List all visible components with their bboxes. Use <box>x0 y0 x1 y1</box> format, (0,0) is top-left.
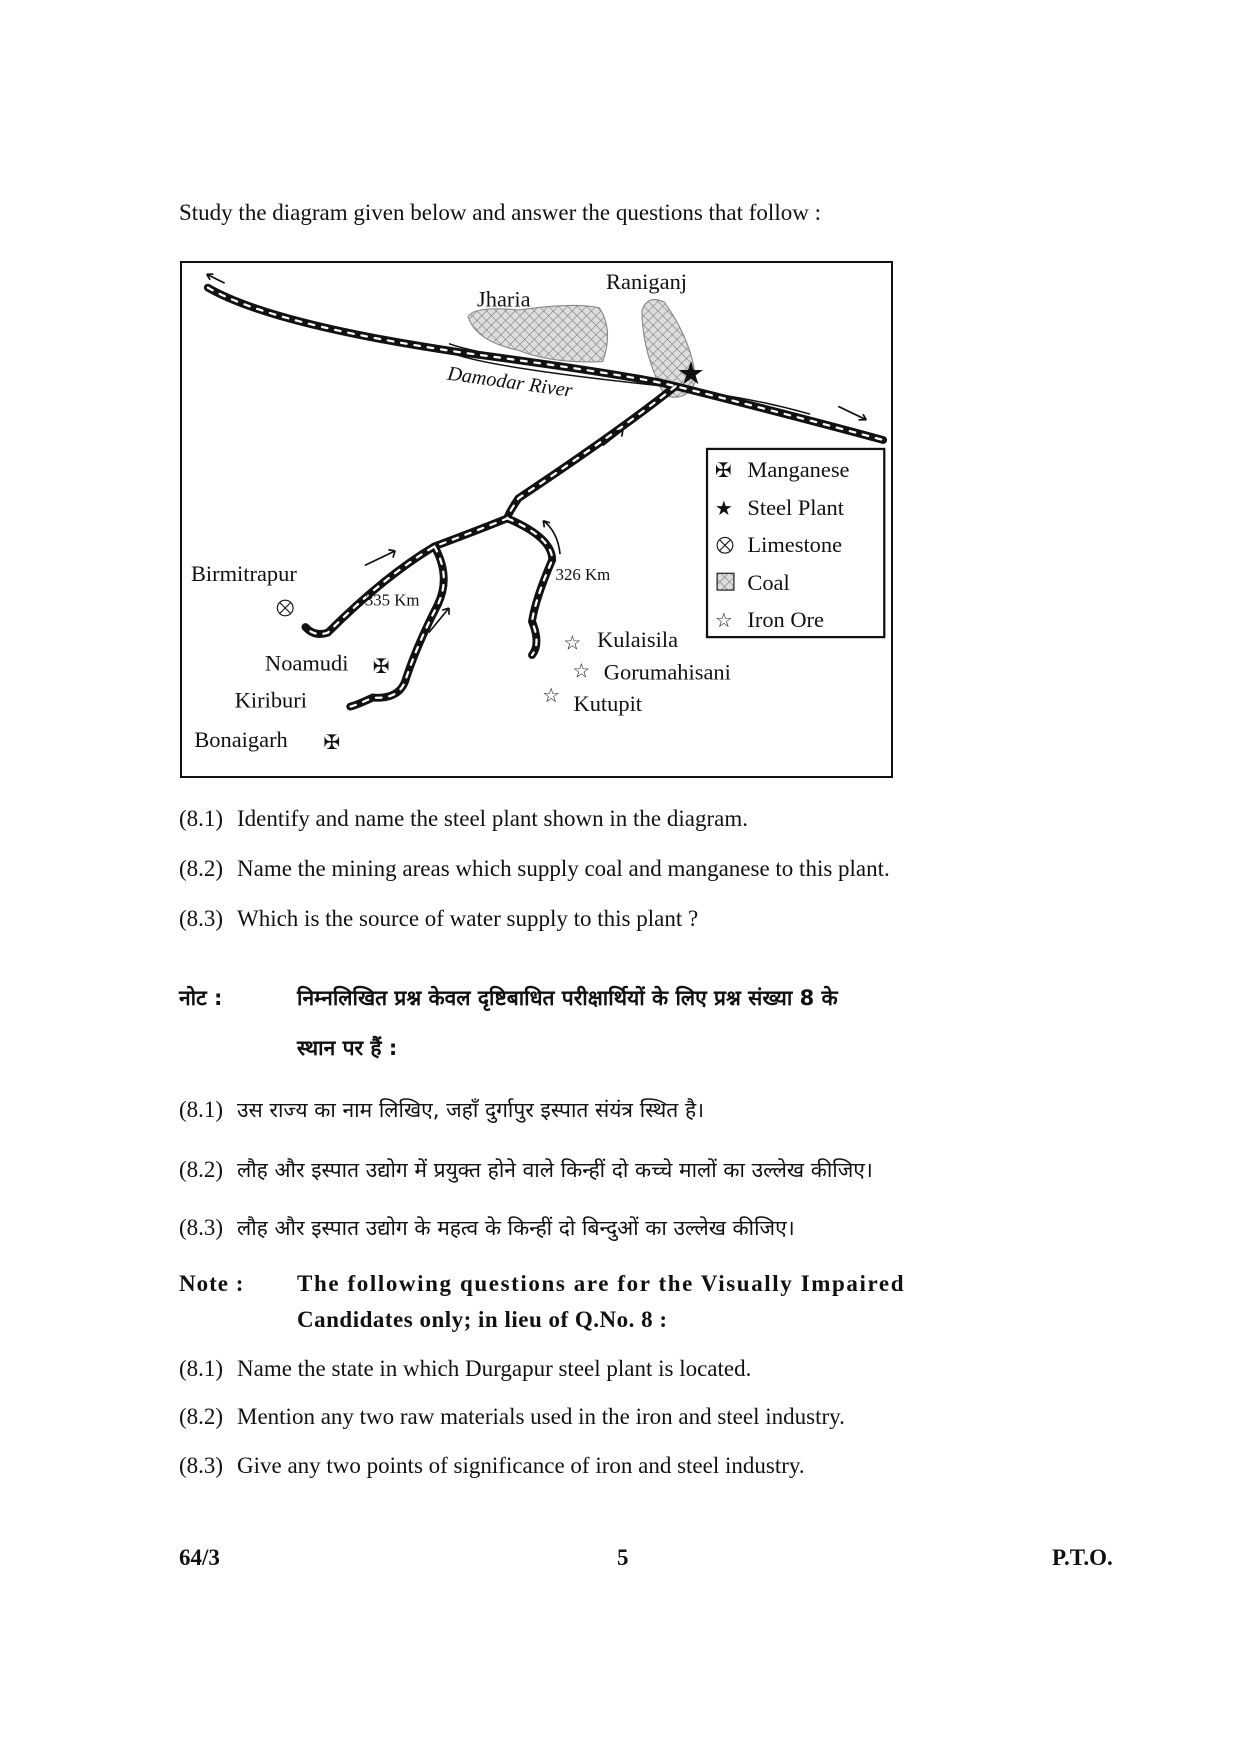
label-gorumahisani: Gorumahisani <box>603 659 731 685</box>
note-en-line1: The following questions are for the Visually Impaired <box>297 1271 906 1296</box>
question-text: Name the mining areas which supply coal and manganese to this plant. <box>237 856 890 881</box>
intro-text: Study the diagram given below and answer the questions that follow : <box>179 200 821 225</box>
note-en-line2: Candidates only; in lieu of Q.No. 8 : <box>297 1307 668 1332</box>
note-hi-label: नोट : <box>179 986 223 1010</box>
legend-label: Limestone <box>747 531 843 557</box>
note-hi-line2: स्थान पर हैं : <box>297 1036 398 1060</box>
label-335-km: 335 Km <box>364 590 420 610</box>
limestone-icon <box>277 600 293 616</box>
question-number: (8.2) <box>179 1157 224 1182</box>
label-kiriburi: Kiriburi <box>234 687 307 713</box>
question-number: (8.2) <box>179 856 224 881</box>
manganese-icon: ✠ <box>323 732 341 755</box>
coal-hatch-icon <box>717 573 734 590</box>
iron-ore-star-icon: ☆ <box>572 660 591 683</box>
question-vi-8-3 <box>179 1453 805 1479</box>
question-text: उस राज्य का नाम लिखिए, जहाँ दुर्गापुर इस्पात संयंत्र स्थित है। <box>237 1098 705 1122</box>
label-noamudi: Noamudi <box>265 650 349 676</box>
question-text: Which is the source of water supply to this plant ? <box>237 906 699 931</box>
question-8-3 <box>179 906 698 932</box>
label-kulaisila: Kulaisila <box>597 627 679 653</box>
question-number: (8.1) <box>179 806 224 831</box>
star-filled-icon: ★ <box>714 498 733 521</box>
question-number: (8.2) <box>179 1404 224 1429</box>
note-hi-line1: निम्नलिखित प्रश्न केवल दृष्टिबाधित परीक्षार्थियों के लिए प्रश्न संख्या 8 के <box>297 986 838 1010</box>
question-text: Identify and name the steel plant shown in the diagram. <box>237 806 748 831</box>
manganese-icon: ✠ <box>372 655 390 678</box>
label-damodar-river: Damodar River <box>446 362 574 402</box>
question-text: लौह और इस्पात उद्योग के महत्व के किन्हीं दो बिन्दुओं का उल्लेख कीजिए। <box>237 1216 795 1240</box>
label-jharia: Jharia <box>477 286 531 312</box>
paper-code: 64/3 <box>179 1545 220 1570</box>
question-8-2 <box>179 856 890 882</box>
legend-label: Coal <box>747 570 790 596</box>
question-hi-8-1 <box>179 1096 704 1124</box>
question-number: (8.3) <box>179 1215 224 1240</box>
iron-ore-star-icon: ☆ <box>542 685 561 708</box>
legend-label: Steel Plant <box>747 495 844 521</box>
note-en-label: Note : <box>179 1271 245 1296</box>
question-number: (8.1) <box>179 1097 224 1122</box>
question-text: Give any two points of significance of iron and steel industry. <box>237 1453 805 1478</box>
question-number: (8.1) <box>179 1356 224 1381</box>
pto-label: P.T.O. <box>1052 1545 1113 1570</box>
page-number: 5 <box>617 1545 629 1570</box>
question-vi-8-1 <box>179 1356 751 1382</box>
label-kutupit: Kutupit <box>573 691 643 717</box>
label-raniganj: Raniganj <box>606 268 688 294</box>
steel-plant-star-icon: ★ <box>676 355 705 391</box>
label-326-km: 326 Km <box>555 564 611 584</box>
question-number: (8.3) <box>179 906 224 931</box>
legend-label: Iron Ore <box>747 607 824 633</box>
question-text: लौह और इस्पात उद्योग में प्रयुक्त होने वाले किन्हीं दो कच्चे मालों का उल्लेख कीजिए। <box>237 1158 873 1182</box>
star-outline-icon: ☆ <box>714 610 733 633</box>
question-text: Mention any two raw materials used in the iron and steel industry. <box>237 1404 845 1429</box>
question-hi-8-2 <box>179 1156 873 1184</box>
question-8-1 <box>179 806 748 832</box>
question-number: (8.3) <box>179 1453 224 1478</box>
iron-ore-star-icon: ☆ <box>563 632 582 655</box>
manganese-icon: ✠ <box>714 459 732 482</box>
question-text: Name the state in which Durgapur steel plant is located. <box>237 1356 752 1381</box>
label-birmitrapur: Birmitrapur <box>190 561 297 587</box>
legend-label: Manganese <box>747 456 850 482</box>
question-hi-8-3 <box>179 1214 795 1242</box>
legend <box>707 449 884 637</box>
steel-plant-diagram <box>180 261 893 778</box>
label-bonaigarh: Bonaigarh <box>194 726 288 752</box>
question-vi-8-2 <box>179 1404 845 1430</box>
